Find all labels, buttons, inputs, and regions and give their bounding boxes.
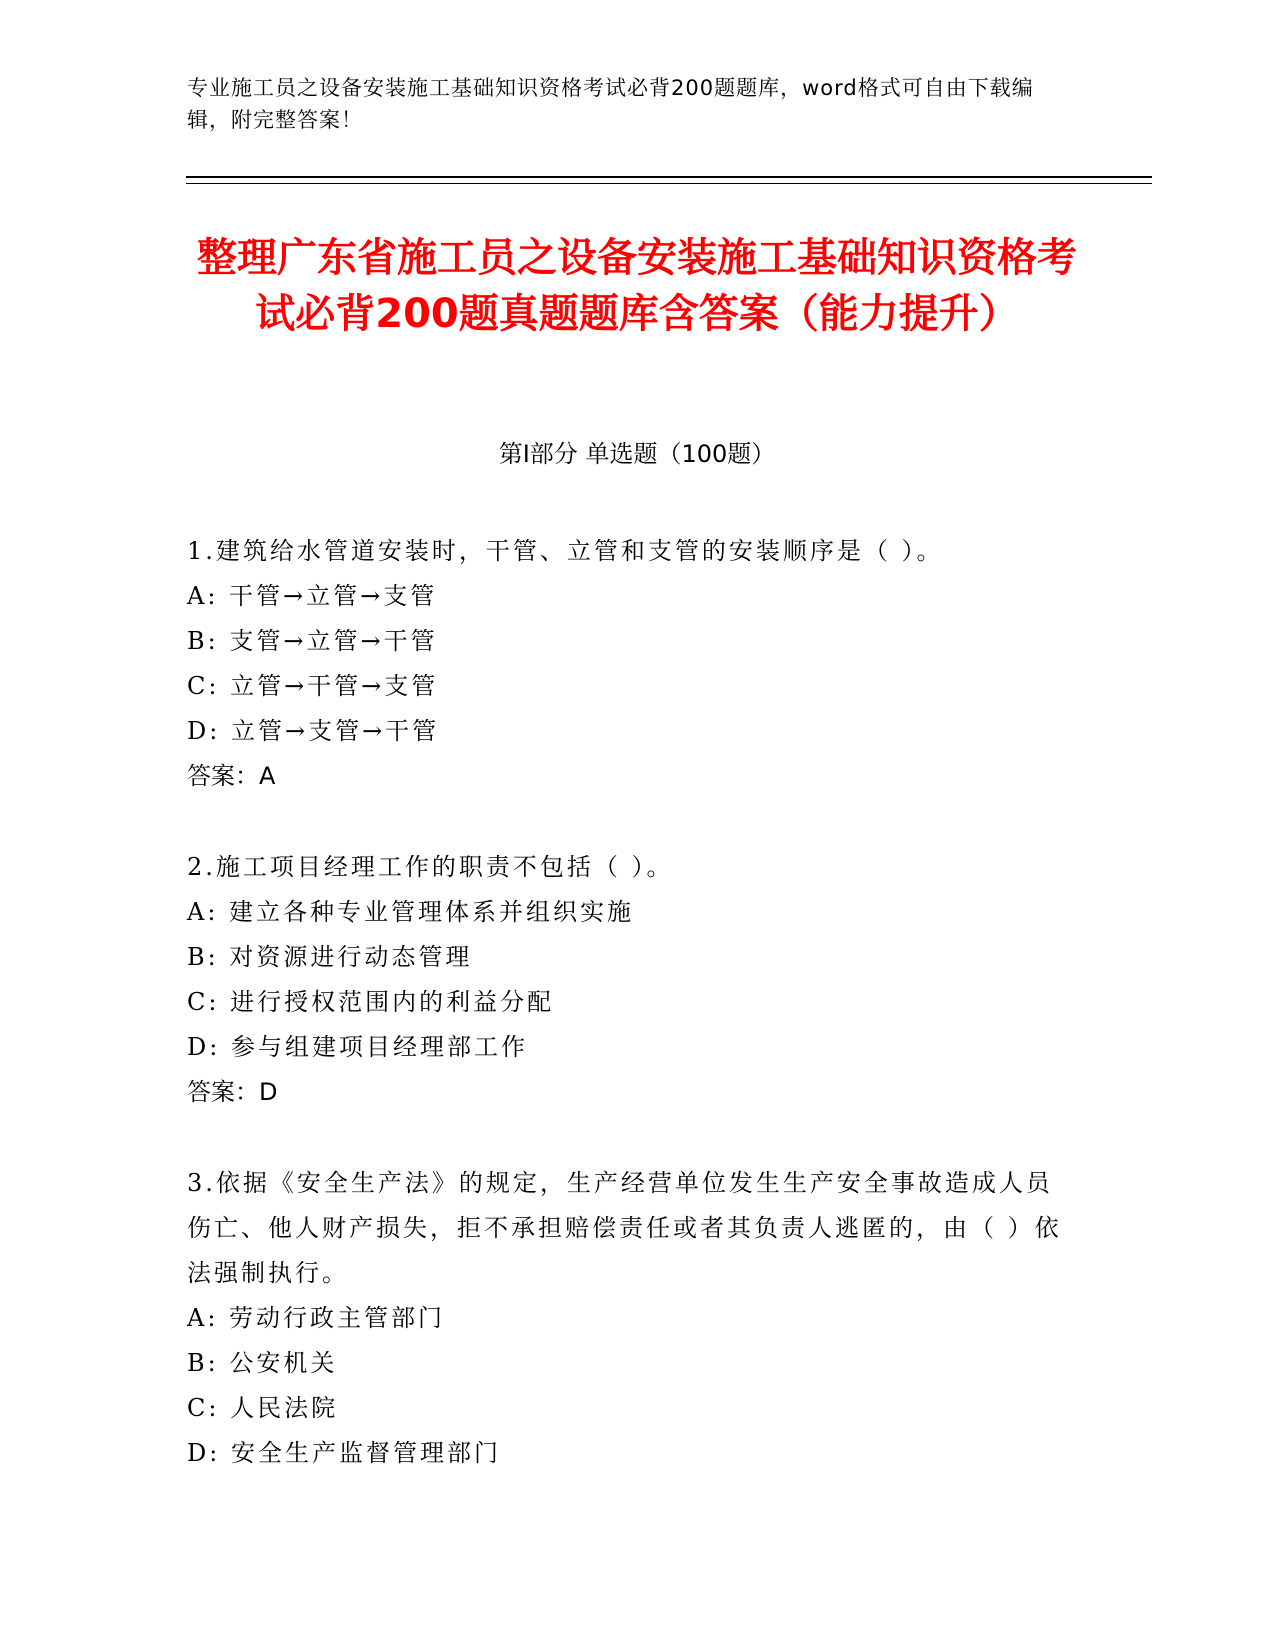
option-c: C: 进行授权范围内的利益分配 xyxy=(187,988,555,1016)
option-b: B: 支管→立管→干管 xyxy=(187,627,438,655)
header-note: 专业施工员之设备安装施工基础知识资格考试必背200题题库，word格式可自由下载编辑，附完整答案！ xyxy=(187,76,1034,132)
section-title: 第Ⅰ部分 单选题（100题） xyxy=(498,440,776,468)
option-b: B: 公安机关 xyxy=(187,1349,338,1377)
document-title: 整理广东省施工员之设备安装施工基础知识资格考试必背200题真题题库含答案（能力提升） xyxy=(197,235,1077,337)
question-stem: 2.施工项目经理工作的职责不包括（ ）。 xyxy=(187,853,674,881)
option-d: D: 立管→支管→干管 xyxy=(187,717,440,745)
answer: 答案：A xyxy=(187,762,276,790)
answer: 答案：D xyxy=(187,1078,278,1106)
option-d: D: 安全生产监督管理部门 xyxy=(187,1439,501,1467)
question-stem: 3.依据《安全生产法》的规定，生产经营单位发生生产安全事故造成人员伤亡、他人财产损失，拒不承担赔偿责任或者其负责人逃匿的，由（ ）依法强制执行。 xyxy=(187,1169,1062,1287)
option-a: A: 劳动行政主管部门 xyxy=(187,1304,446,1332)
header-rule-thick xyxy=(186,176,1152,178)
question-1 xyxy=(187,529,1067,799)
question-3 xyxy=(187,1161,1067,1476)
question-list xyxy=(187,529,1067,1522)
option-d: D: 参与组建项目经理部工作 xyxy=(187,1033,528,1061)
question-stem: 1.建筑给水管道安装时，干管、立管和支管的安装顺序是（ ）。 xyxy=(187,537,944,565)
option-c: C: 人民法院 xyxy=(187,1394,339,1422)
question-2 xyxy=(187,845,1067,1115)
header-rule-thin xyxy=(186,183,1152,184)
option-a: A: 干管→立管→支管 xyxy=(187,582,438,610)
option-b: B: 对资源进行动态管理 xyxy=(187,943,473,971)
option-a: A: 建立各种专业管理体系并组织实施 xyxy=(187,898,635,926)
option-c: C: 立管→干管→支管 xyxy=(187,672,439,700)
